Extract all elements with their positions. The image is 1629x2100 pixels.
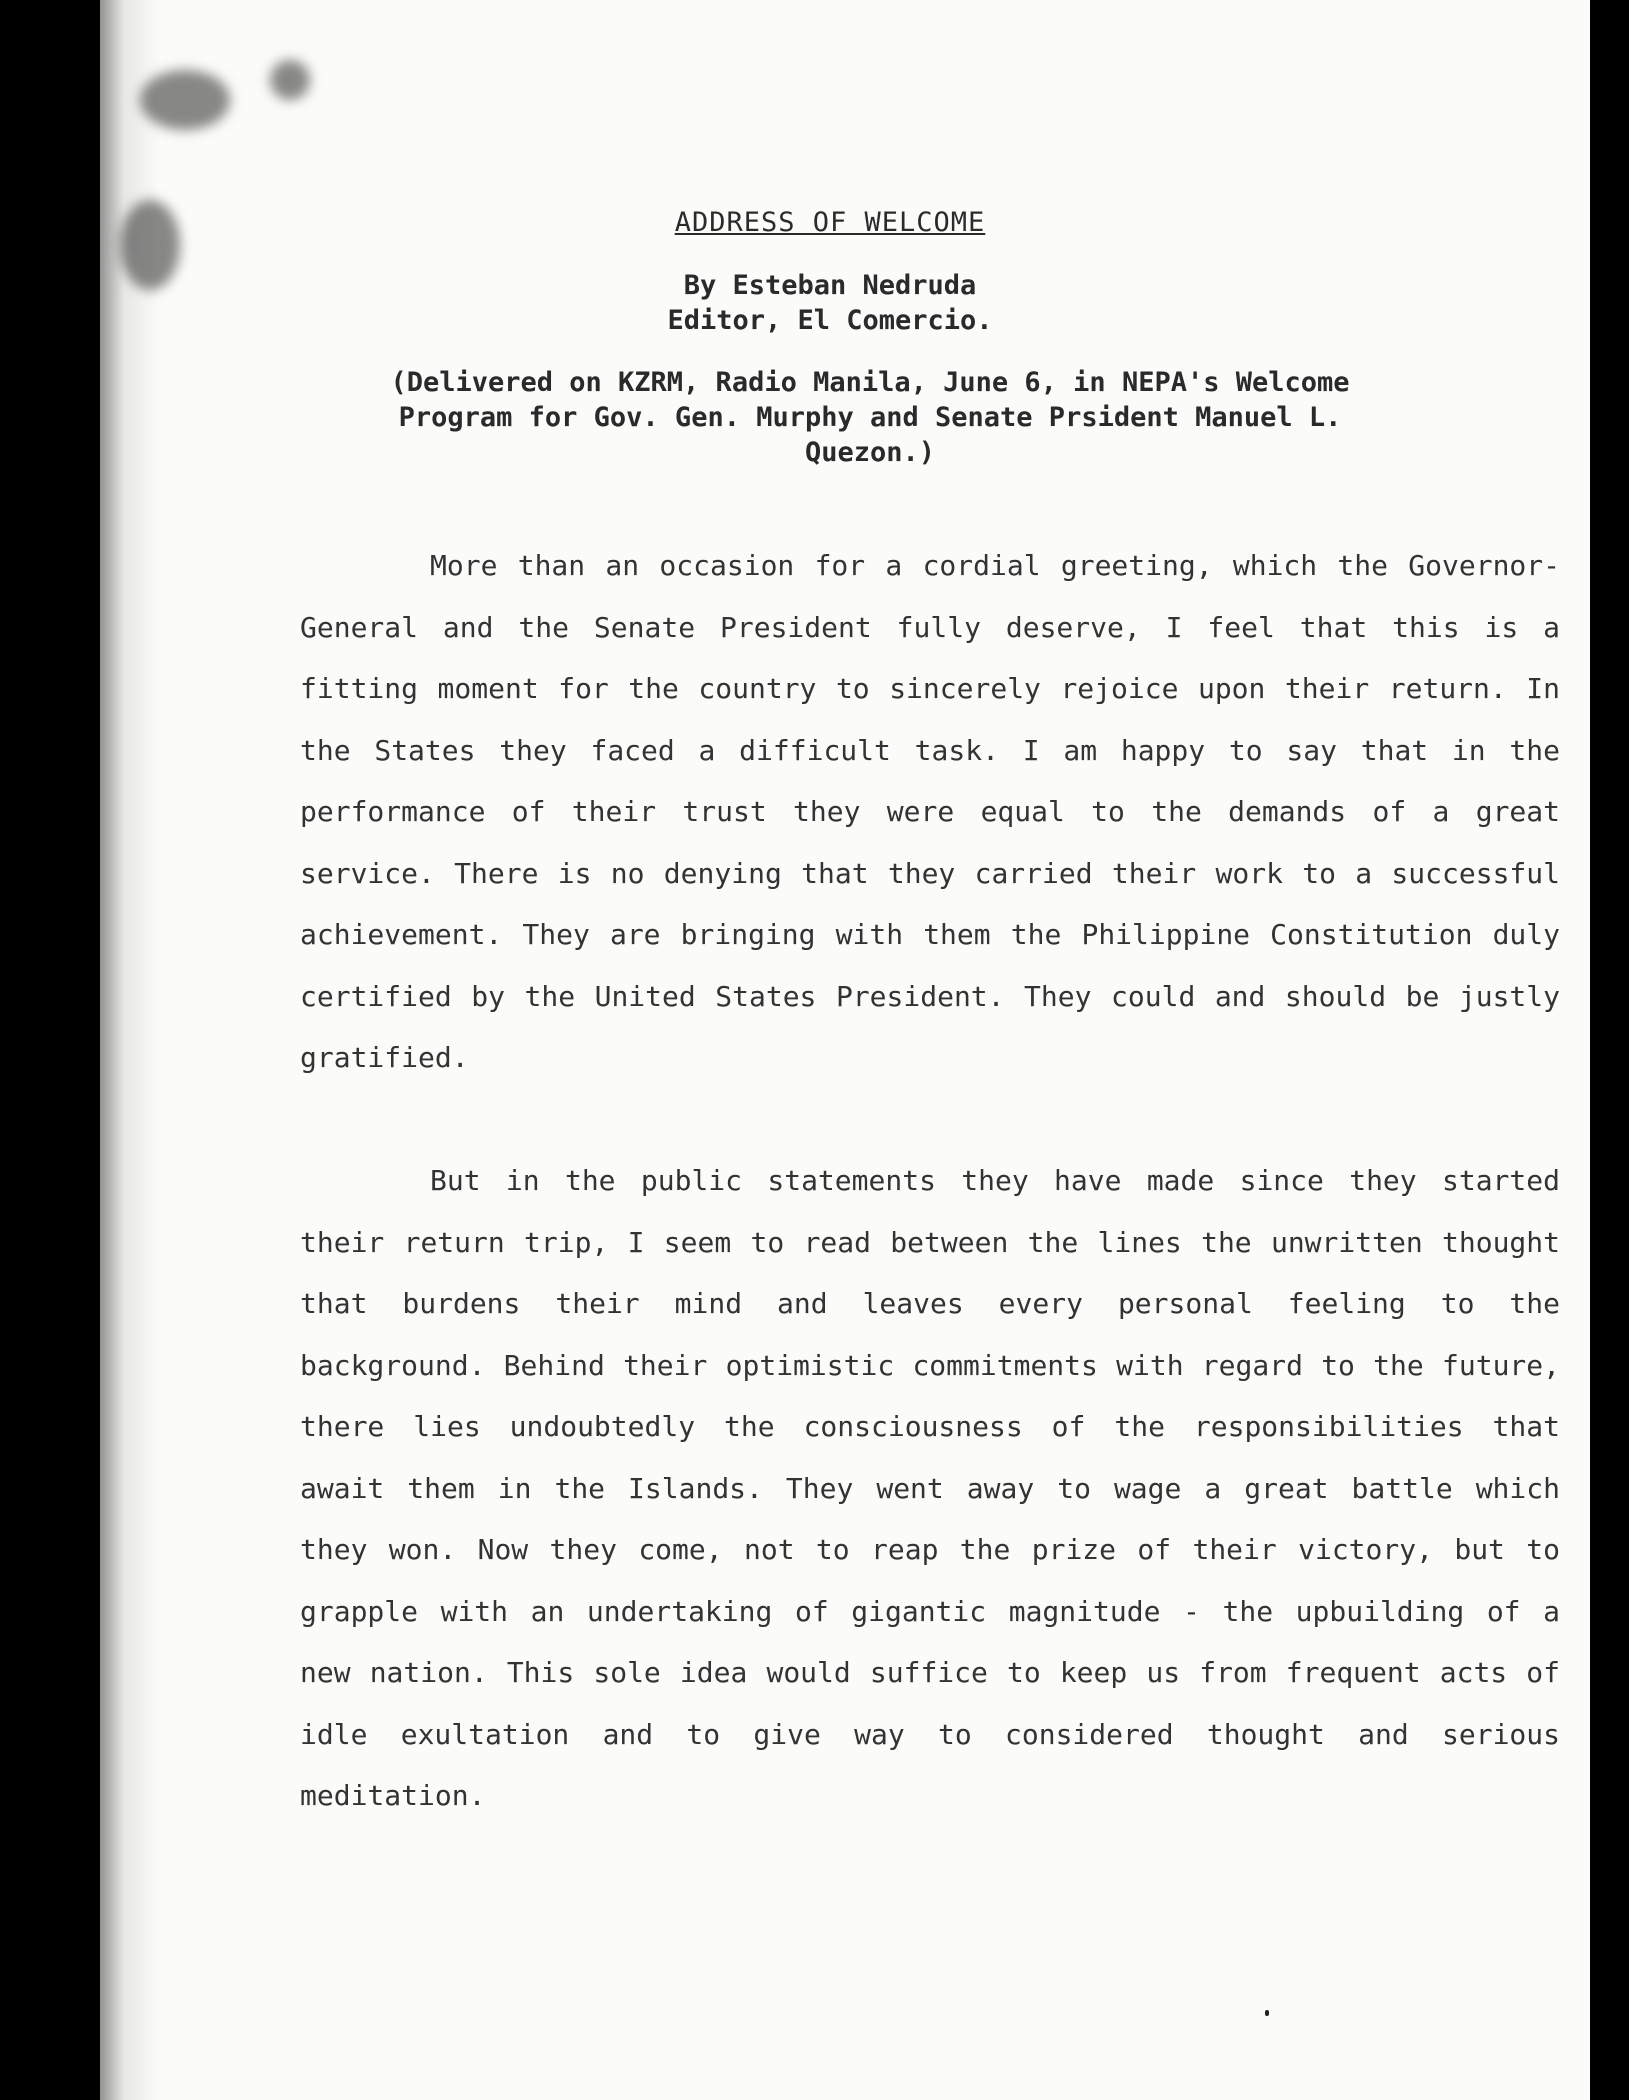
author-line: By Esteban Nedruda — [683, 270, 977, 301]
paragraph-2: But in the public statements they have made since they started their return trip, I seem to read between the lines the unwritten thought that burdens their mind and leaves every personal feeling to the background. Behind their optimistic commitments with regard to the future, there lies undoubtedly the consciousness of the responsibilities that await them in the Islands. They went away to wage a great battle which they won. Now they come, not to reap the prize of their victory, but to grapple with an undertaking of gigantic magnitude - the upbuilding of a new nation. This sole idea would suffice to keep us from frequent acts of idle exultation and to give way to considered thought and serious meditation. — [300, 1164, 1560, 1812]
paragraph-1: More than an occasion for a cordial greeting, which the Governor-General and the Senate President fully deserve, I feel that this is a fitting moment for the country to sincerely rejoice upon their return. In the States they faced a difficult task. I am happy to say that in the performance of their trust they were equal to the demands of a great service. There is no denying that they carried their work to a successful achievement. They are bringing with them the Philippine Constitution duly certified by the United States President. They could and should be justly gratified. — [300, 549, 1560, 1074]
ink-smudge — [270, 60, 310, 100]
ink-smudge — [140, 70, 230, 130]
document-title: ADDRESS OF WELCOME — [674, 207, 986, 238]
ink-speck — [1265, 2010, 1269, 2016]
editor-line: Editor, El Comercio. — [667, 305, 993, 336]
delivered-note: (Delivered on KZRM, Radio Manila, June 6, in NEPA's Welcome Program for Gov. Gen. Murphy and Senate Prsident Manuel L. Quezon.) — [390, 367, 1350, 468]
document-page — [100, 0, 1590, 2100]
